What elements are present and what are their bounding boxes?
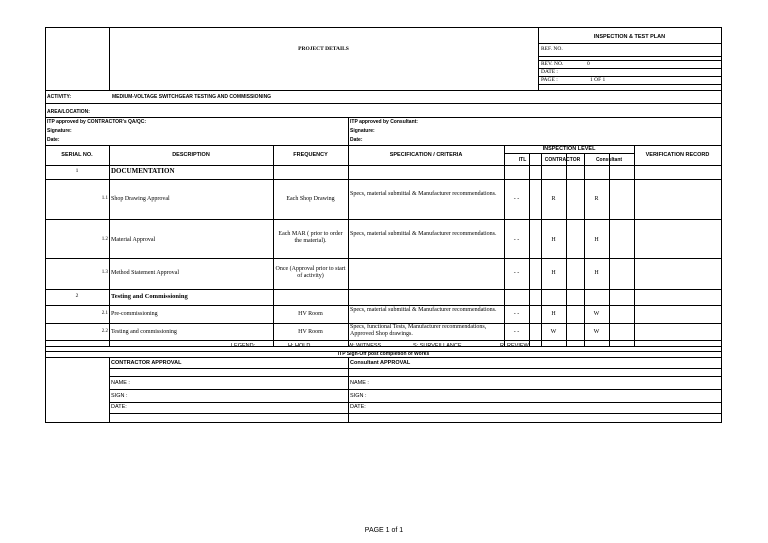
- item-description: Pre-commissioning: [111, 311, 158, 317]
- item-description: Material Approval: [111, 237, 156, 243]
- area-location-label: AREA/LOCATION:: [47, 109, 90, 115]
- item-consultant-level: W: [593, 311, 600, 317]
- item-consultant-level: H: [594, 237, 599, 243]
- item-frequency: Each MAR ( prior to order the material).: [278, 231, 343, 244]
- section-title: DOCUMENTATION: [111, 167, 175, 175]
- item-number: 1.2: [101, 237, 108, 242]
- section-serial: 2: [75, 293, 79, 299]
- rev-no-value: 0: [587, 61, 590, 67]
- item-itl: - -: [513, 329, 520, 335]
- col-contractor: CONTRACTOR: [544, 157, 581, 163]
- plan-title: INSPECTION & TEST PLAN: [593, 34, 666, 40]
- consultant-itp-label: ITP approved by Consultant:: [350, 119, 418, 125]
- activity-label: ACTIVITY:: [47, 94, 72, 100]
- page-footer: PAGE 1 of 1: [364, 527, 404, 534]
- item-contractor-level: H: [551, 270, 556, 276]
- item-consultant-level: H: [594, 270, 599, 276]
- item-consultant-level: W: [593, 329, 600, 335]
- col-serial-no: SERIAL NO.: [61, 152, 93, 158]
- consultant-name-label: NAME :: [350, 380, 369, 386]
- page-label: PAGE :: [541, 77, 558, 83]
- consultant-date-field-label: DATE:: [350, 404, 366, 410]
- item-specification: Specs, functional Tests, Manufacturer recommendations, Approved Shop drawings.: [350, 324, 487, 337]
- col-specification: SPECIFICATION / CRITERIA: [389, 152, 463, 158]
- col-consultant: Consultant: [595, 157, 623, 163]
- section-serial: 1: [75, 168, 79, 174]
- project-details-label: PROJECT DETAILS: [298, 46, 349, 52]
- item-description: Shop Drawing Approval: [111, 196, 170, 202]
- item-description: Testing and commissioning: [111, 329, 177, 335]
- col-verification-record: VERIFICATION RECORD: [645, 152, 710, 158]
- item-frequency: HV Room: [298, 311, 323, 317]
- legend-hold: H: HOLD: [288, 343, 311, 349]
- rev-no-label: REV. NO.: [541, 61, 564, 67]
- item-contractor-level: W: [550, 329, 557, 335]
- consultant-date-label: Date:: [350, 137, 363, 143]
- col-inspection-level: INSPECTION LEVEL: [542, 146, 596, 152]
- item-frequency: HV Room: [298, 329, 323, 335]
- consultant-signature-label: Signature:: [350, 128, 375, 134]
- item-itl: - -: [513, 311, 520, 317]
- contractor-signature-label: Signature:: [47, 128, 72, 134]
- item-frequency: Each Shop Drawing: [286, 196, 335, 202]
- section-title: Testing and Commissioning: [111, 293, 188, 300]
- contractor-approval-label: CONTRACTOR APPROVAL: [111, 360, 182, 366]
- item-frequency: Once (Approval prior to start of activity): [275, 266, 346, 279]
- consultant-sign-label: SIGN :: [350, 393, 367, 399]
- page-value: 1 OF 1: [590, 77, 606, 83]
- item-contractor-level: R: [551, 196, 556, 202]
- date-label: DATE :: [541, 69, 558, 75]
- contractor-sign-label: SIGN :: [111, 393, 128, 399]
- col-description: DESCRIPTION: [172, 152, 210, 158]
- contractor-name-label: NAME :: [111, 380, 130, 386]
- col-frequency: FREQUENCY: [293, 152, 328, 158]
- item-itl: - -: [513, 270, 520, 276]
- legend-surveillance: S: SURVEILLANCE: [413, 343, 462, 349]
- contractor-itp-label: ITP approved by CONTRACTOR's QA/QC:: [47, 119, 147, 125]
- legend-review: R: REVIEW: [500, 343, 529, 349]
- item-number: 2.1: [101, 311, 108, 316]
- signoff-title: ITP Sign-Off post completion of Works: [337, 351, 430, 357]
- item-specification: Specs, material submittal & Manufacturer recommendations.: [350, 307, 497, 313]
- item-description: Method Statement Approval: [111, 270, 179, 276]
- item-itl: - -: [513, 196, 520, 202]
- ref-no-label: REF. NO.: [541, 46, 563, 52]
- item-number: 1.1: [101, 196, 108, 201]
- item-consultant-level: R: [594, 196, 599, 202]
- item-contractor-level: H: [551, 237, 556, 243]
- legend-witness: W: WITNESS: [348, 343, 382, 349]
- contractor-date-label: Date:: [47, 137, 60, 143]
- activity-value: MEDIUM-VOLTAGE SWITCHGEAR TESTING AND COMMISSIONING: [112, 94, 272, 100]
- item-contractor-level: H: [551, 311, 556, 317]
- item-specification: Specs, material submittal & Manufacturer recommendations.: [350, 231, 497, 237]
- item-specification: Specs, material submittal & Manufacturer recommendations.: [350, 191, 497, 197]
- legend-label: LEGEND:: [231, 343, 256, 349]
- col-itl: ITL: [518, 157, 527, 163]
- item-itl: - -: [513, 237, 520, 243]
- item-number: 2.2: [101, 329, 108, 334]
- consultant-approval-label: Consultant APPROVAL: [350, 360, 411, 366]
- contractor-date-field-label: DATE:: [111, 404, 127, 410]
- item-number: 1.3: [101, 270, 108, 275]
